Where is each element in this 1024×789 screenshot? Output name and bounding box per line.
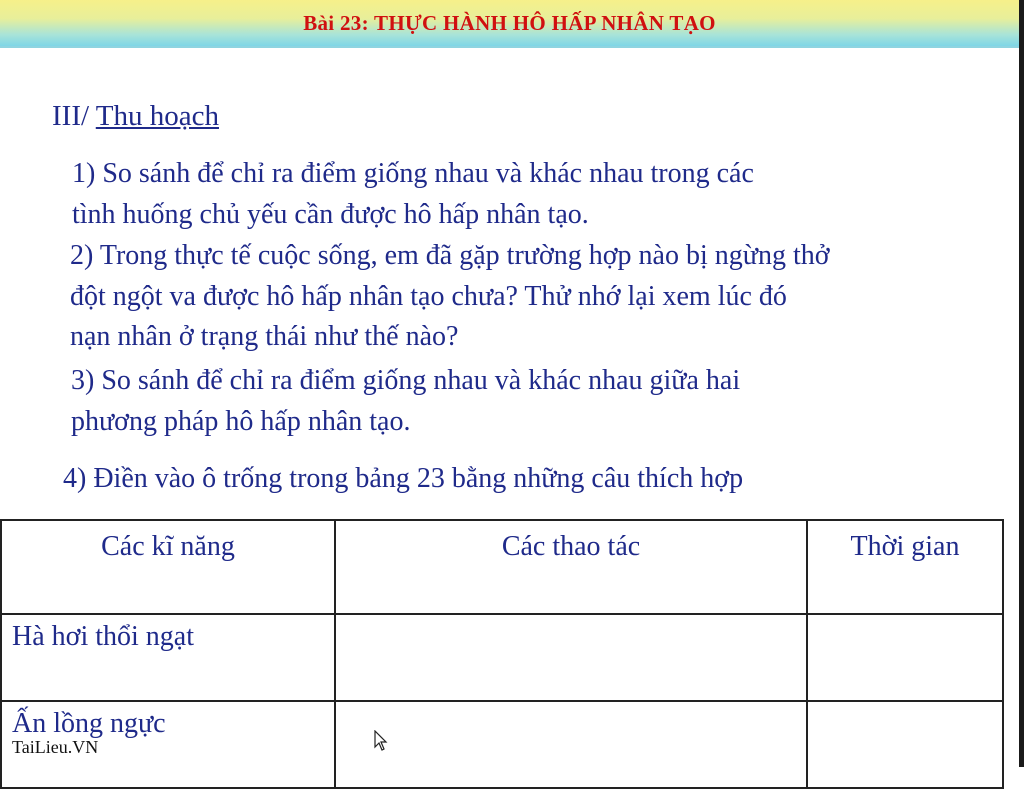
question-4: 4) Điền vào ô trống trong bảng 23 bằng những câu thích hợp [63,463,744,494]
question-3-line-1: 3) So sánh để chỉ ra điểm giống nhau và khác nhau giữa hai [71,365,741,396]
table-row [1,701,1003,788]
section-number: III/ [52,100,90,132]
watermark: TaiLieu.VN [12,737,99,757]
operations-cell [335,701,807,788]
section-title: Thu hoạch [95,100,219,132]
question-2-line-2: đột ngột va được hô hấp nhân tạo chưa? Thử nhớ lại xem lúc đó [70,280,787,312]
time-cell [807,701,1003,788]
time-cell [807,614,1003,701]
title-bar [0,0,1019,48]
header-time: Thời gian [807,520,1003,614]
operations-cell [335,614,807,701]
window-edge [1019,0,1024,767]
question-2-line-3: nạn nhân ở trạng thái như thế nào? [70,321,459,352]
question-1 [72,154,754,235]
mouse-pointer-icon [374,730,388,752]
question-1-line-1: 1) So sánh để chỉ ra điểm giống nhau và khác nhau trong các [72,158,754,189]
question-3 [71,361,740,442]
skills-table [0,519,1004,789]
skill-name: Hà hơi thổi ngạt [1,614,335,701]
skill-name: Ấn lồng ngực [1,701,335,788]
header-skills: Các kĩ năng [1,520,335,614]
section-heading [52,100,219,133]
question-1-line-2: tình huống chủ yếu cần được hô hấp nhân tạo. [72,198,589,230]
header-operations: Các thao tác [335,520,807,614]
table-header-row [1,520,1003,614]
page-title: Bài 23: THỰC HÀNH HÔ HẤP NHÂN TẠO [303,11,716,35]
question-2-line-1: 2) Trong thực tế cuộc sống, em đã gặp trường hợp nào bị ngừng thở [70,240,830,271]
question-2 [70,236,830,358]
table-row [1,614,1003,701]
question-3-line-2: phương pháp hô hấp nhân tạo. [71,405,411,437]
